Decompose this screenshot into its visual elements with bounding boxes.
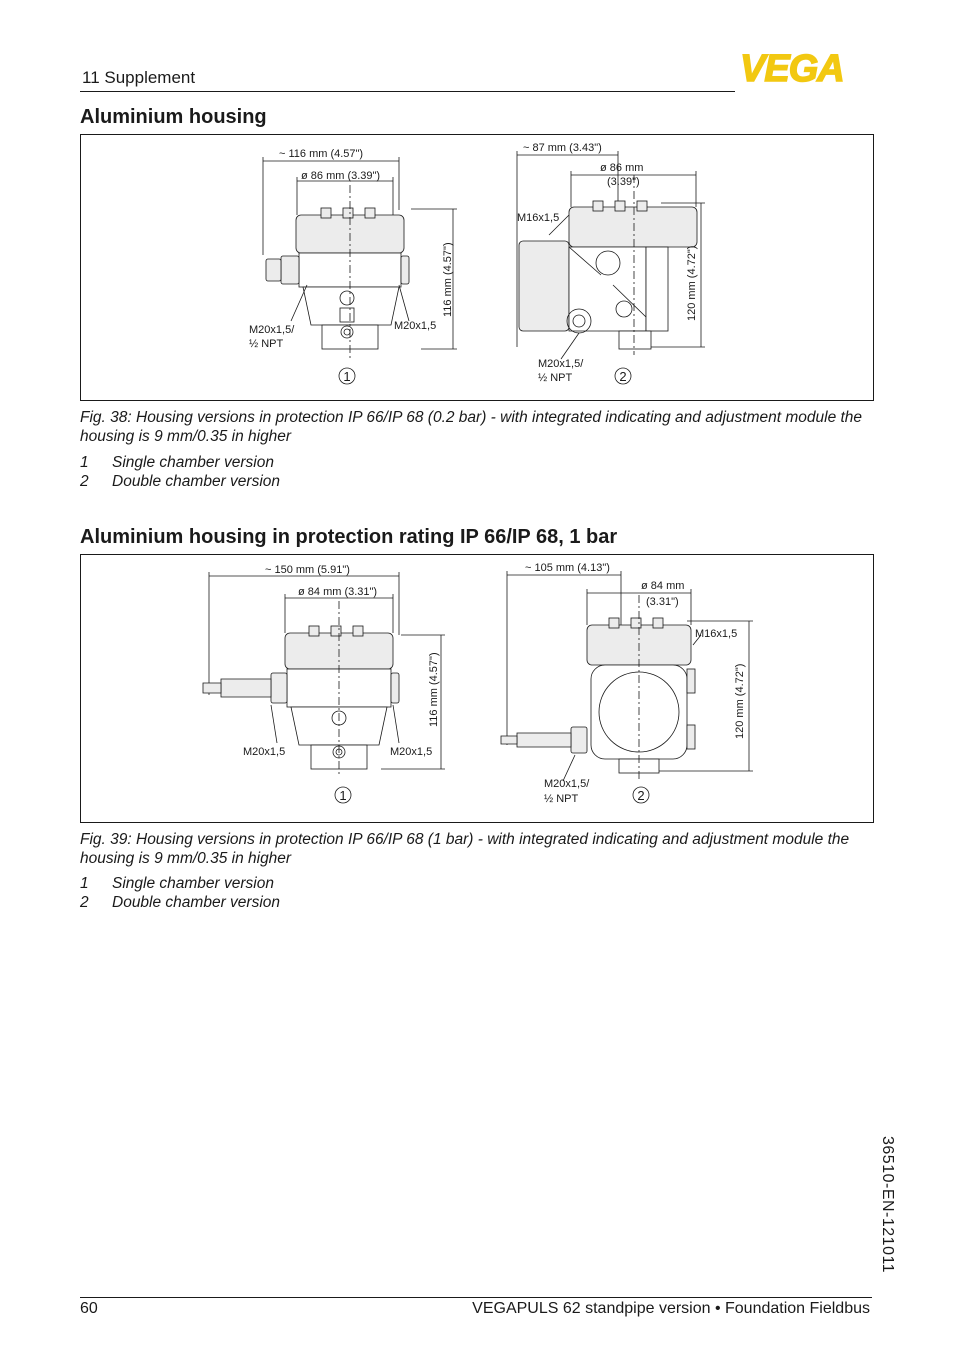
section-title-ip68-1bar: Aluminium housing in protection rating IP 66/IP 68, 1 bar [80, 526, 618, 548]
thread-top-right: M16x1,5 [517, 212, 560, 224]
logo-text: VEGA [740, 50, 844, 84]
legend-text: Single chamber version [112, 454, 274, 471]
legend-text: Single chamber version [112, 875, 274, 892]
footer-title: VEGAPULS 62 standpipe version • Foundation Fieldbus [472, 1300, 870, 1317]
figure-38-caption: Fig. 38: Housing versions in protection IP 66/IP 68 (0.2 bar) - with integrated indicating and adjustment module the housing is 9 mm/0.35 in higher [80, 409, 863, 445]
figure-39 [80, 554, 874, 823]
figure-39-drawing [81, 555, 873, 822]
header-rule [80, 91, 735, 92]
figure-38 [80, 134, 874, 401]
legend-text: Double chamber version [112, 894, 281, 911]
section-title-aluminium-housing: Aluminium housing [80, 106, 267, 128]
thread-left-1: M20x1,5/ [249, 324, 295, 336]
thread-left-2: ½ NPT [249, 338, 284, 350]
callout-2: 2 [619, 369, 627, 384]
section-header: 11 Supplement [82, 68, 196, 87]
thread-right-1bar: M20x1,5 [390, 746, 433, 758]
thread-left-1bar: M20x1,5 [243, 746, 286, 758]
dim-height-right-1bar: 120 mm (4.72") [734, 663, 746, 739]
dim-width-right: ~ 87 mm (3.43") [523, 142, 602, 154]
dim-diameter-right-2: (3.39") [607, 176, 640, 188]
footer-rule [80, 1297, 872, 1298]
thread-top-right-1bar: M16x1,5 [695, 628, 738, 640]
figure-39-legend [80, 874, 280, 912]
legend-num: 2 [80, 894, 89, 911]
callout-1: 1 [343, 369, 351, 384]
document-id: 36510-EN-121011 [879, 1136, 896, 1274]
legend-num: 2 [80, 473, 89, 490]
dim-width-left: ~ 116 mm (4.57") [279, 148, 364, 160]
dim-diameter-right-1bar-1: ø 84 mm [641, 580, 685, 592]
callout-1-1bar: 1 [339, 788, 347, 803]
thread-bottom-right-1bar-1: M20x1,5/ [544, 778, 590, 790]
page-number: 60 [80, 1300, 98, 1317]
thread-bottom-right-1bar-2: ½ NPT [544, 793, 579, 805]
dim-diameter-right-1: ø 86 mm [600, 162, 644, 174]
legend-item [80, 453, 280, 472]
legend-item [80, 874, 280, 893]
figure-38-drawing [81, 135, 873, 400]
legend-item [80, 893, 280, 912]
thread-bottom-right-1: M20x1,5/ [538, 358, 584, 370]
thread-bottom-right-2: ½ NPT [538, 372, 573, 384]
dim-diameter-left-1bar: ø 84 mm (3.31") [298, 586, 378, 598]
dim-height-left: 116 mm (4.57") [442, 242, 454, 317]
thread-right-1: M20x1,5 [394, 320, 437, 332]
dim-height-left-1bar: 116 mm (4.57") [428, 652, 440, 727]
legend-item [80, 472, 280, 491]
dim-width-left-1bar: ~ 150 mm (5.91") [265, 564, 350, 576]
callout-2-1bar: 2 [637, 788, 645, 803]
legend-text: Double chamber version [112, 473, 281, 490]
dim-width-right-1bar: ~ 105 mm (4.13") [525, 562, 610, 574]
figure-39-caption: Fig. 39: Housing versions in protection IP 66/IP 68 (1 bar) - with integrated indicating and adjustment module the housing is 9 mm/0.35 in higher [80, 831, 850, 867]
legend-num: 1 [80, 875, 89, 892]
legend-num: 1 [80, 454, 89, 471]
dim-diameter-right-1bar-2: (3.31") [646, 596, 679, 608]
dim-height-right: 120 mm (4.72") [686, 245, 698, 321]
vega-logo [740, 50, 872, 84]
figure-38-legend [80, 453, 280, 491]
dim-diameter-left: ø 86 mm (3.39") [301, 170, 381, 182]
